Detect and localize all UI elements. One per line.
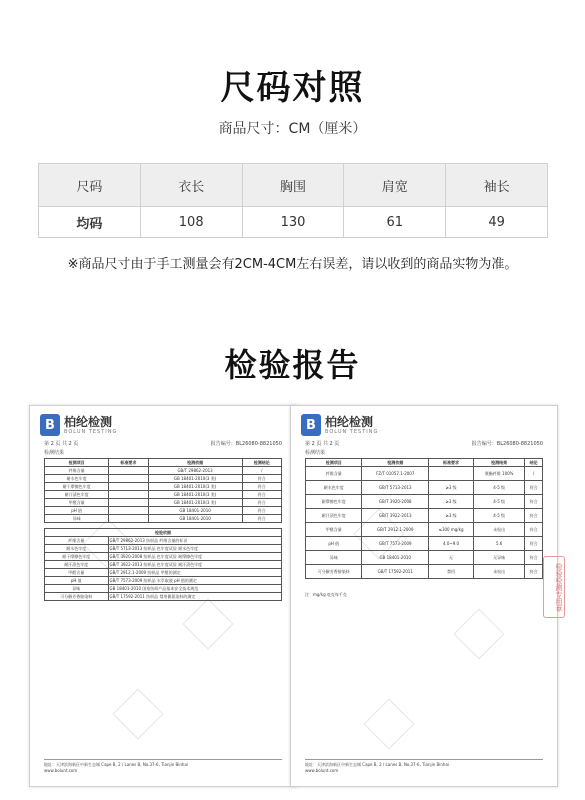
logo-icon: B	[301, 414, 321, 436]
cell	[109, 507, 148, 515]
cell	[109, 483, 148, 491]
cell: 无异味	[474, 551, 525, 565]
footer-address: 地址：天津滨海新区中新生态城 Cape B, 2 / Lanes B, No.37-6, Tianjin Binhai	[44, 762, 189, 767]
report-result-table	[44, 458, 282, 523]
size-note: ※商品尺寸由于手工测量会有2CM-4CM左右误差，请以收到的商品实物为准。	[67, 257, 518, 272]
size-table	[38, 163, 548, 238]
cell: FZ/T 01057.1-2007	[362, 467, 429, 481]
cell: 4-5 级	[474, 509, 525, 523]
cell: 耐摩擦色牢度	[306, 495, 362, 509]
cell: GB/T 3920-2008	[362, 495, 429, 509]
cell: GB 18401-2010 国家纺织产品基本安全技术规范	[108, 585, 281, 593]
cell: 甲醛含量	[45, 499, 109, 507]
logo-sub: BOLUN TESTING	[325, 428, 379, 435]
footer-web: www.bolunt.com	[44, 768, 78, 773]
report-page-left	[29, 405, 297, 787]
logo-icon: B	[40, 414, 60, 436]
cell	[109, 475, 148, 483]
logo-name: 柏纶检测	[325, 414, 374, 429]
cell: GB/T 3922-2013	[362, 509, 429, 523]
cell: 符合	[242, 507, 281, 515]
cell: 未检出	[474, 523, 525, 537]
cell: /	[242, 467, 281, 475]
cell: 符合	[525, 523, 543, 537]
table-row	[306, 481, 543, 495]
cell	[429, 467, 474, 481]
cell: GB/T 2912.1-2009 纺织品 甲醛的测定	[108, 569, 281, 577]
col-header: 检测结论	[242, 459, 281, 467]
cell: 符合	[525, 551, 543, 565]
cell	[109, 491, 148, 499]
inspection-stamp: 检验检测专用章	[543, 556, 565, 618]
cell: 未检出	[474, 565, 525, 579]
col-header: 标准要求	[429, 459, 474, 467]
cell: 符合	[525, 565, 543, 579]
col-header: 检测依据	[148, 459, 242, 467]
table-row	[306, 537, 543, 551]
logo-sub: BOLUN TESTING	[64, 428, 118, 435]
col-header: 结论	[525, 459, 543, 467]
cell: 异味	[45, 585, 109, 593]
header-length: 衣长	[140, 164, 242, 207]
cell: GB 18401-2010(3 类)	[148, 483, 242, 491]
report-number: 报告编号：BL26080-8821050	[471, 441, 543, 447]
report-logo	[301, 414, 378, 436]
col-header: 检测依据	[362, 459, 429, 467]
cell: GB/T 29862-2013 纺织品 纤维含量的标识	[108, 537, 281, 545]
table-row	[45, 515, 282, 523]
cell-sleeve: 49	[446, 207, 548, 238]
result-label: 检测结果	[44, 450, 65, 456]
table-row	[45, 483, 282, 491]
table-row	[45, 577, 282, 585]
table-row	[45, 491, 282, 499]
cell: 纤维含量	[306, 467, 362, 481]
cell	[109, 467, 148, 475]
report-footer	[44, 759, 282, 774]
cell: GB 18401-2010	[362, 551, 429, 565]
table-row	[45, 545, 282, 553]
table-row	[306, 565, 543, 579]
report-basis-table	[44, 528, 282, 601]
cell: GB/T 3920-2008 纺织品 色牢度试验 耐摩擦色牢度	[108, 553, 281, 561]
table-row	[45, 553, 282, 561]
size-chart-subtitle: 商品尺寸：CM（厘米）	[218, 121, 367, 137]
cell: GB 18401-2010	[148, 515, 242, 523]
cell: ≥3 级	[429, 509, 474, 523]
col-header: 检测项目	[45, 459, 109, 467]
table-row	[306, 523, 543, 537]
table-row	[306, 467, 543, 481]
cell: 耐汗渍色牢度	[306, 509, 362, 523]
cell: GB/T 7573-2009	[362, 537, 429, 551]
report-number: 报告编号：BL26080-8821050	[210, 441, 282, 447]
cell: 4-5 级	[474, 495, 525, 509]
table-row	[45, 569, 282, 577]
table-row	[306, 509, 543, 523]
page-number: 第 2 页 共 2 页	[44, 441, 79, 447]
cell: GB/T 17592-2011 纺织品 禁用偶氮染料的测定	[108, 593, 281, 601]
watermark-shape	[454, 609, 505, 660]
cell: 耐干摩擦色牢度	[45, 553, 109, 561]
cell: 符合	[242, 491, 281, 499]
cell: 无	[429, 551, 474, 565]
cell: 纤维含量	[45, 467, 109, 475]
cell: 甲醛含量	[45, 569, 109, 577]
table-row	[45, 499, 282, 507]
cell: GB 18401-2010(3 类)	[148, 475, 242, 483]
report-page-right	[290, 405, 563, 787]
report-footer	[305, 759, 543, 774]
cell: pH 值	[45, 507, 109, 515]
watermark-shape	[364, 699, 415, 750]
table-row	[45, 467, 282, 475]
cell: 符合	[242, 499, 281, 507]
size-table-header-row	[39, 164, 548, 207]
cell: GB/T 7573-2009 纺织品 水萃取液 pH 值的测定	[108, 577, 281, 585]
cell: pH 值	[306, 537, 362, 551]
header-sleeve: 袖长	[446, 164, 548, 207]
cell: 甲醛含量	[306, 523, 362, 537]
table-row	[306, 495, 543, 509]
col-header: 检测项目	[306, 459, 362, 467]
cell: 异味	[45, 515, 109, 523]
cell: 耐水色牢度	[306, 481, 362, 495]
header-size: 尺码	[39, 164, 141, 207]
cell: GB 18401-2010(3 类)	[148, 499, 242, 507]
cell: 耐汗渍色牢度	[45, 491, 109, 499]
col-header: 标准要求	[109, 459, 148, 467]
cell: /	[525, 467, 543, 481]
cell: 4.0~9.0	[429, 537, 474, 551]
cell: 符合	[525, 537, 543, 551]
cell: ≤300 mg/kg	[429, 523, 474, 537]
cell: 符合	[242, 475, 281, 483]
cell: 符合	[242, 515, 281, 523]
cell: 禁用	[429, 565, 474, 579]
cell: 异味	[306, 551, 362, 565]
cell: 聚酯纤维 100%	[474, 467, 525, 481]
cell: 4-5 级	[474, 481, 525, 495]
cell-shoulder: 61	[344, 207, 446, 238]
table-row	[45, 537, 282, 545]
cell-size: 均码	[39, 207, 141, 238]
cell: GB/T 2912.1-2009	[362, 523, 429, 537]
table-row	[45, 475, 282, 483]
table-row	[45, 585, 282, 593]
cell: ≥3 级	[429, 495, 474, 509]
report-result-table	[305, 458, 543, 579]
page-number: 第 2 页 共 2 页	[305, 441, 340, 447]
cell: 符合	[525, 509, 543, 523]
report-section-title: 检验报告	[224, 346, 361, 384]
logo-name: 柏纶检测	[64, 414, 113, 429]
cell	[109, 515, 148, 523]
watermark-shape	[183, 599, 234, 650]
size-chart-title: 尺码对照	[220, 68, 365, 108]
cell: GB/T 3922-2013 纺织品 色牢度试验 耐汗渍色牢度	[108, 561, 281, 569]
basis-header: 检验依据	[45, 529, 282, 537]
cell: 耐干摩擦色牢度	[45, 483, 109, 491]
cell: pH 值	[45, 577, 109, 585]
cell: 5.6	[474, 537, 525, 551]
cell: 符合	[525, 495, 543, 509]
header-chest: 胸围	[242, 164, 344, 207]
table-row	[306, 551, 543, 565]
watermark-shape	[113, 689, 164, 740]
cell: 可分解芳香胺染料	[45, 593, 109, 601]
footer-web: www.bolunt.com	[305, 768, 339, 773]
footer-address: 地址：天津滨海新区中新生态城 Cape B, 2 / Lanes B, No.37-6, Tianjin Binhai	[305, 762, 450, 767]
cell: GB/T 29862-2013	[148, 467, 242, 475]
cell: GB 18401-2010	[148, 507, 242, 515]
cell: ≥3 级	[429, 481, 474, 495]
cell	[109, 499, 148, 507]
col-header: 检测结果	[474, 459, 525, 467]
cell-chest: 130	[242, 207, 344, 238]
cell: GB/T 5713-2013 纺织品 色牢度试验 耐水色牢度	[108, 545, 281, 553]
cell: 符合	[242, 483, 281, 491]
report-note: 注：mg/kg 毫克每千克	[305, 592, 347, 597]
cell: 耐水色牢度	[45, 545, 109, 553]
cell: GB/T 5713-2013	[362, 481, 429, 495]
cell: 纤维含量	[45, 537, 109, 545]
report-logo	[40, 414, 117, 436]
table-row	[45, 593, 282, 601]
cell: 符合	[525, 481, 543, 495]
cell: 可分解芳香胺染料	[306, 565, 362, 579]
result-label: 检测结果	[305, 450, 326, 456]
header-shoulder: 肩宽	[344, 164, 446, 207]
table-row	[45, 507, 282, 515]
size-table-row	[39, 207, 548, 238]
cell: 耐水色牢度	[45, 475, 109, 483]
cell: 耐汗渍色牢度	[45, 561, 109, 569]
cell: GB 18401-2010(3 类)	[148, 491, 242, 499]
table-row	[45, 561, 282, 569]
cell-length: 108	[140, 207, 242, 238]
cell: GB/T 17592-2011	[362, 565, 429, 579]
